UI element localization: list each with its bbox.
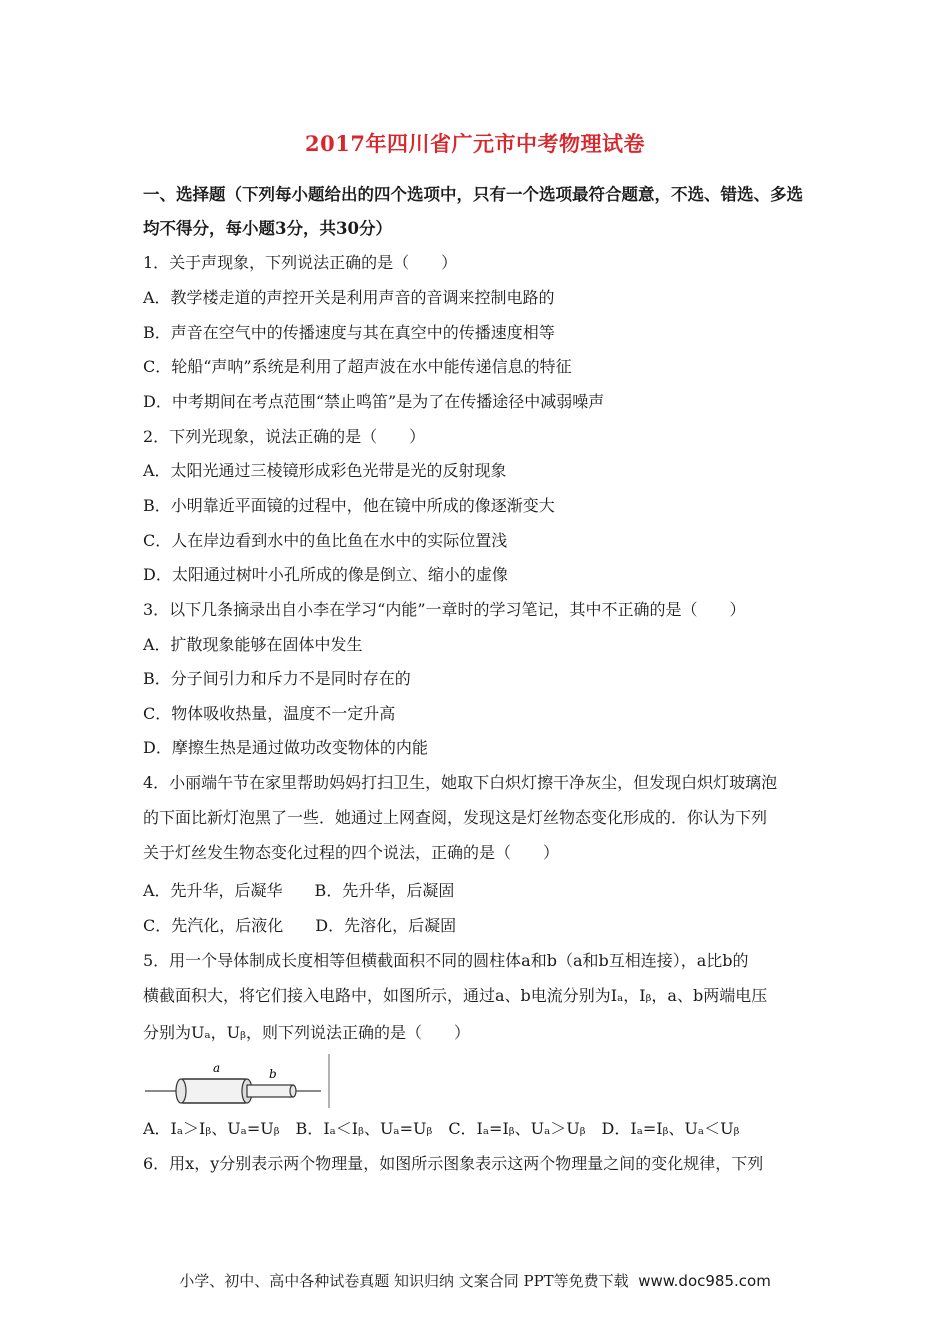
label-b: b xyxy=(269,1067,277,1081)
q2-stem: 2．下列光现象，说法正确的是（ ） xyxy=(143,427,426,446)
q1-stem: 1．关于声现象，下列说法正确的是（ ） xyxy=(143,253,458,272)
conductor-figure xyxy=(143,1050,333,1110)
q5-stem-line3: 分别为Uₐ，Uᵦ，则下列说法正确的是（ ） xyxy=(143,1023,470,1042)
q1-option-d: D．中考期间在考点范围“禁止鸣笛”是为了在传播途径中减弱噪声 xyxy=(143,392,605,411)
q3-option-a: A．扩散现象能够在固体中发生 xyxy=(143,635,363,654)
q1-option-b: B．声音在空气中的传播速度与其在真空中的传播速度相等 xyxy=(143,323,555,342)
cylinder-b-right-end xyxy=(290,1085,296,1097)
q3-option-d: D．摩擦生热是通过做功改变物体的内能 xyxy=(143,738,428,757)
q1-option-a: A．教学楼走道的声控开关是利用声音的音调来控制电路的 xyxy=(143,288,555,307)
label-a: a xyxy=(213,1061,221,1075)
footer-url[interactable]: www.doc985.com xyxy=(638,1272,771,1290)
footer xyxy=(0,1270,950,1291)
document-title: 2017年四川省广元市中考物理试卷 xyxy=(305,131,645,156)
cylinder-a-left-end xyxy=(176,1079,186,1103)
q3-option-c: C．物体吸收热量，温度不一定升高 xyxy=(143,704,396,723)
cylinder-a xyxy=(181,1079,247,1103)
q4-options-cd: C．先汽化，后液化 D．先溶化，后凝固 xyxy=(143,916,457,935)
q5-stem-line2: 横截面积大，将它们接入电路中，如图所示，通过a、b电流分别为Iₐ，Iᵦ，a、b两端电压 xyxy=(143,986,768,1005)
q1-option-c: C．轮船“声呐”系统是利用了超声波在水中能传递信息的特征 xyxy=(143,357,572,376)
q2-option-b: B．小明靠近平面镜的过程中，他在镜中所成的像逐渐变大 xyxy=(143,496,555,515)
q2-option-a: A．太阳光通过三棱镜形成彩色光带是光的反射现象 xyxy=(143,461,507,480)
cylinder-b xyxy=(247,1085,293,1097)
q5-options: A．Iₐ＞Iᵦ、Uₐ=Uᵦ B．Iₐ＜Iᵦ、Uₐ=Uᵦ C．Iₐ=Iᵦ、Uₐ＞Uᵦ D．Iₐ=Iᵦ、Uₐ＜Uᵦ xyxy=(143,1119,740,1138)
q3-option-b: B．分子间引力和斥力不是同时存在的 xyxy=(143,669,411,688)
q2-option-d: D．太阳通过树叶小孔所成的像是倒立、缩小的虚像 xyxy=(143,565,508,584)
q4-options-ab: A．先升华，后凝华 B．先升华，后凝固 xyxy=(143,881,455,900)
q3-stem: 3．以下几条摘录出自小李在学习“内能”一章时的学习笔记，其中不正确的是（ ） xyxy=(143,600,746,619)
q4-stem-line3: 关于灯丝发生物态变化过程的四个说法，正确的是（ ） xyxy=(143,843,560,862)
section-heading: 一、选择题（下列每小题给出的四个选项中，只有一个选项最符合题意，不选、错选、多选均不得分，每小题3分，共30分） xyxy=(143,185,803,238)
q2-option-c: C．人在岸边看到水中的鱼比鱼在水中的实际位置浅 xyxy=(143,531,508,550)
q4-stem-line1: 4．小丽端午节在家里帮助妈妈打扫卫生，她取下白炽灯擦干净灰尘，但发现白炽灯玻璃泡 xyxy=(143,773,778,792)
q6-stem-line1: 6．用x，y分别表示两个物理量，如图所示图象表示这两个物理量之间的变化规律，下列 xyxy=(143,1154,764,1173)
q5-stem-line1: 5．用一个导体制成长度相等但横截面积不同的圆柱体a和b（a和b互相连接），a比b的 xyxy=(143,951,749,970)
q4-stem-line2: 的下面比新灯泡黑了一些．她通过上网查阅，发现这是灯丝物态变化形成的．你认为下列 xyxy=(143,808,768,827)
footer-text: 小学、初中、高中各种试卷真题 知识归纳 文案合同 PPT等免费下载 xyxy=(179,1272,629,1290)
